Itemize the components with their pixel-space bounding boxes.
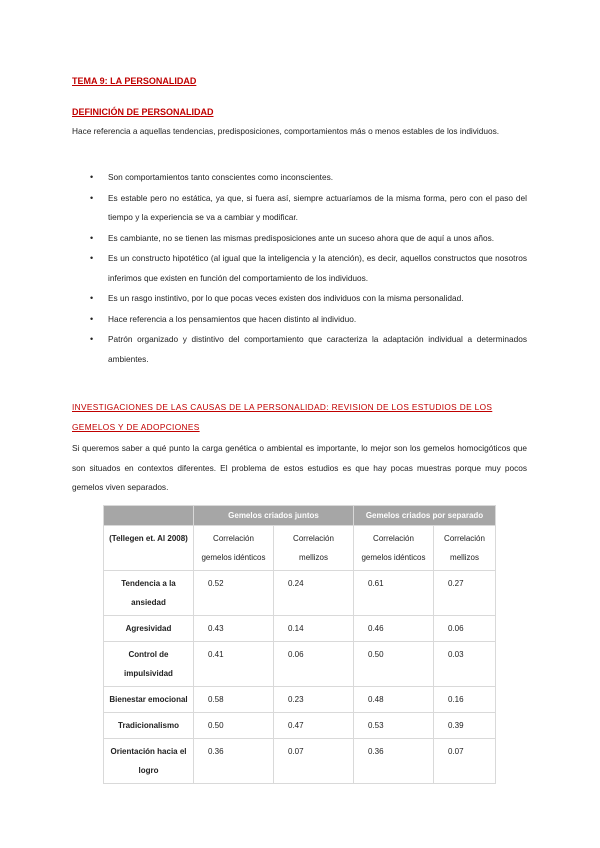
- table-cell: 0.58: [194, 687, 274, 713]
- list-item: • Es un constructo hipotético (al igual que la inteligencia y la atención), es decir, aquellos constructos que nosotros inferimos que existen en función del comportamiento de los individuos.: [72, 249, 527, 288]
- subheader-cell: Correlación gemelos idénticos: [354, 526, 434, 571]
- row-label: Bienestar emocional: [104, 687, 194, 713]
- row-label: Agresividad: [104, 616, 194, 642]
- row-label: Tendencia a la ansiedad: [104, 571, 194, 616]
- table-row: [104, 739, 496, 784]
- table-cell: 0.14: [274, 616, 354, 642]
- table-cell: 0.07: [274, 739, 354, 784]
- table-cell: 0.36: [354, 739, 434, 784]
- list-item: • Hace referencia a los pensamientos que hacen distinto al individuo.: [72, 310, 527, 330]
- table-cell: 0.36: [194, 739, 274, 784]
- list-item: • Son comportamientos tanto conscientes como inconscientes.: [72, 168, 527, 188]
- list-item: • Es cambiante, no se tienen las mismas predisposiciones ante un suceso ahora que de aquí a unos años.: [72, 229, 527, 249]
- table-group-header-row: [104, 506, 496, 526]
- definicion-heading: DEFINICIÓN DE PERSONALIDAD: [72, 107, 214, 117]
- table-cell: 0.48: [354, 687, 434, 713]
- table-cell: 0.47: [274, 713, 354, 739]
- table-cell: 0.27: [434, 571, 496, 616]
- tema-title: TEMA 9: LA PERSONALIDAD: [72, 76, 197, 86]
- table-row: [104, 642, 496, 687]
- table-cell: 0.61: [354, 571, 434, 616]
- list-item: • Patrón organizado y distintivo del comportamiento que caracteriza la adaptación individual a determinados ambientes.: [72, 330, 527, 369]
- table-cell: 0.43: [194, 616, 274, 642]
- table-cell: 0.03: [434, 642, 496, 687]
- row-label: Tradicionalismo: [104, 713, 194, 739]
- investigaciones-heading: INVESTIGACIONES DE LAS CAUSAS DE LA PERSONALIDAD: REVISION DE LOS ESTUDIOS DE LOS GEMELOS Y DE ADOPCIONES: [72, 402, 493, 432]
- definicion-intro: Hace referencia a aquellas tendencias, predisposiciones, comportamientos más o menos estables de los individuos.: [72, 126, 500, 136]
- table-corner-label: (Tellegen et. Al 2008): [104, 526, 194, 571]
- table-cell: 0.53: [354, 713, 434, 739]
- row-label: Orientación hacia el logro: [104, 739, 194, 784]
- list-item: • Es un rasgo instintivo, por lo que pocas veces existen dos individuos con la misma personalidad.: [72, 289, 527, 309]
- table-subheader-row: [104, 526, 496, 571]
- table-cell: 0.46: [354, 616, 434, 642]
- group-header-separado: Gemelos criados por separado: [354, 506, 496, 526]
- definicion-bullet-list: [72, 168, 527, 370]
- table-cell: 0.50: [354, 642, 434, 687]
- subheader-cell: Correlación mellizos: [274, 526, 354, 571]
- row-label: Control de impulsividad: [104, 642, 194, 687]
- list-item: • Es estable pero no estática, ya que, si fuera así, siempre actuaríamos de la misma forma, pero con el paso del tiempo y la experiencia se va a cambiar y modificar.: [72, 189, 527, 228]
- table-cell: 0.41: [194, 642, 274, 687]
- subheader-cell: Correlación gemelos idénticos: [194, 526, 274, 571]
- correlation-table: [103, 505, 496, 784]
- table-row: [104, 713, 496, 739]
- table-cell: 0.06: [274, 642, 354, 687]
- table-corner-blank: [104, 506, 194, 526]
- table-cell: 0.39: [434, 713, 496, 739]
- subheader-cell: Correlación mellizos: [434, 526, 496, 571]
- table-cell: 0.24: [274, 571, 354, 616]
- group-header-juntos: Gemelos criados juntos: [194, 506, 354, 526]
- table-cell: 0.16: [434, 687, 496, 713]
- investigaciones-paragraph: Si queremos saber a qué punto la carga genética o ambiental es importante, lo mejor son los gemelos homocigóticos que son situados en contextos diferentes. El problema de estos estudios es que hay pocas muestras porque muy pocos gemelos viven separados.: [72, 443, 527, 492]
- table-cell: 0.52: [194, 571, 274, 616]
- table-cell: 0.06: [434, 616, 496, 642]
- table-cell: 0.07: [434, 739, 496, 784]
- table-row: [104, 616, 496, 642]
- table-cell: 0.50: [194, 713, 274, 739]
- table-row: [104, 687, 496, 713]
- table-cell: 0.23: [274, 687, 354, 713]
- table-row: [104, 571, 496, 616]
